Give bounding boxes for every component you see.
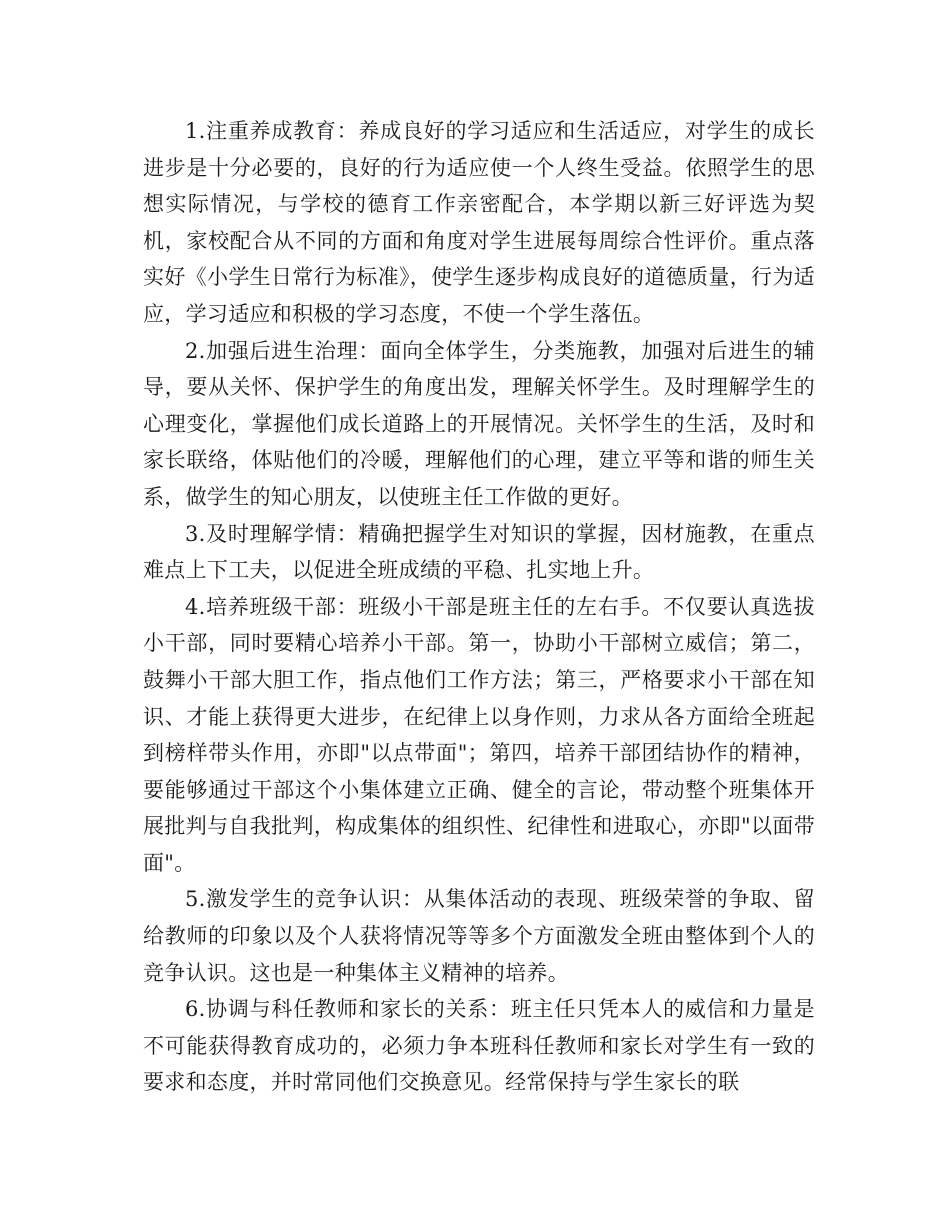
- paragraph-competition-awareness: 5.激发学生的竞争认识：从集体活动的表现、班级荣誉的争取、留给教师的印象以及个人获将情况等等多个方面激发全班由整体到个人的竞争认识。这也是一种集体主义精神的培养。: [143, 887, 815, 985]
- paragraph-teacher-parent-relations: 6.协调与科任教师和家长的关系：班主任只凭本人的威信和力量是不可能获得教育成功的，必须力争本班科任教师和家长对学生有一致的要求和态度，并时常同他们交换意见。经常保持与学生家长的联: [143, 997, 815, 1095]
- paragraph-struggling-students: 2.加强后进生治理：面向全体学生，分类施教，加强对后进生的辅导，要从关怀、保护学生的角度出发，理解关怀学生。及时理解学生的心理变化，掌握他们成长道路上的开展情况。关怀学生的生活，及时和家长联络，体贴他们的冷暖，理解他们的心理，建立平等和谐的师生关系，做学生的知心朋友，以使班主任工作做的更好。: [143, 338, 815, 509]
- document-body: [143, 113, 815, 1101]
- paragraph-habit-education: 1.注重养成教育：养成良好的学习适应和生活适应，对学生的成长进步是十分必要的，良好的行为适应使一个人终生受益。依照学生的思想实际情况，与学校的德育工作亲密配合，本学期以新三好评选为契机，家校配合从不同的方面和角度对学生进展每周综合性评价。重点落实好《小学生日常行为标准》，使学生逐步构成良好的道德质量，行为适应，学习适应和积极的学习态度，不使一个学生落伍。: [143, 119, 815, 326]
- paragraph-class-cadres: 4.培养班级干部：班级小干部是班主任的左右手。不仅要认真选拔小干部，同时要精心培养小干部。第一，协助小干部树立威信；第二，鼓舞小干部大胆工作，指点他们工作方法；第三，严格要求小干部在知识、才能上获得更大进步，在纪律上以身作则，力求从各方面给全班起到榜样带头作用，亦即"以点带面"；第四，培养干部团结协作的精神，要能够通过干部这个小集体建立正确、健全的言论，带动整个班集体开展批判与自我批判，构成集体的组织性、纪律性和进取心，亦即"以面带面"。: [143, 594, 815, 875]
- paragraph-learning-status: 3.及时理解学情：精确把握学生对知识的掌握，因材施教，在重点难点上下工夫，以促进全班成绩的平稳、扎实地上升。: [143, 521, 815, 583]
